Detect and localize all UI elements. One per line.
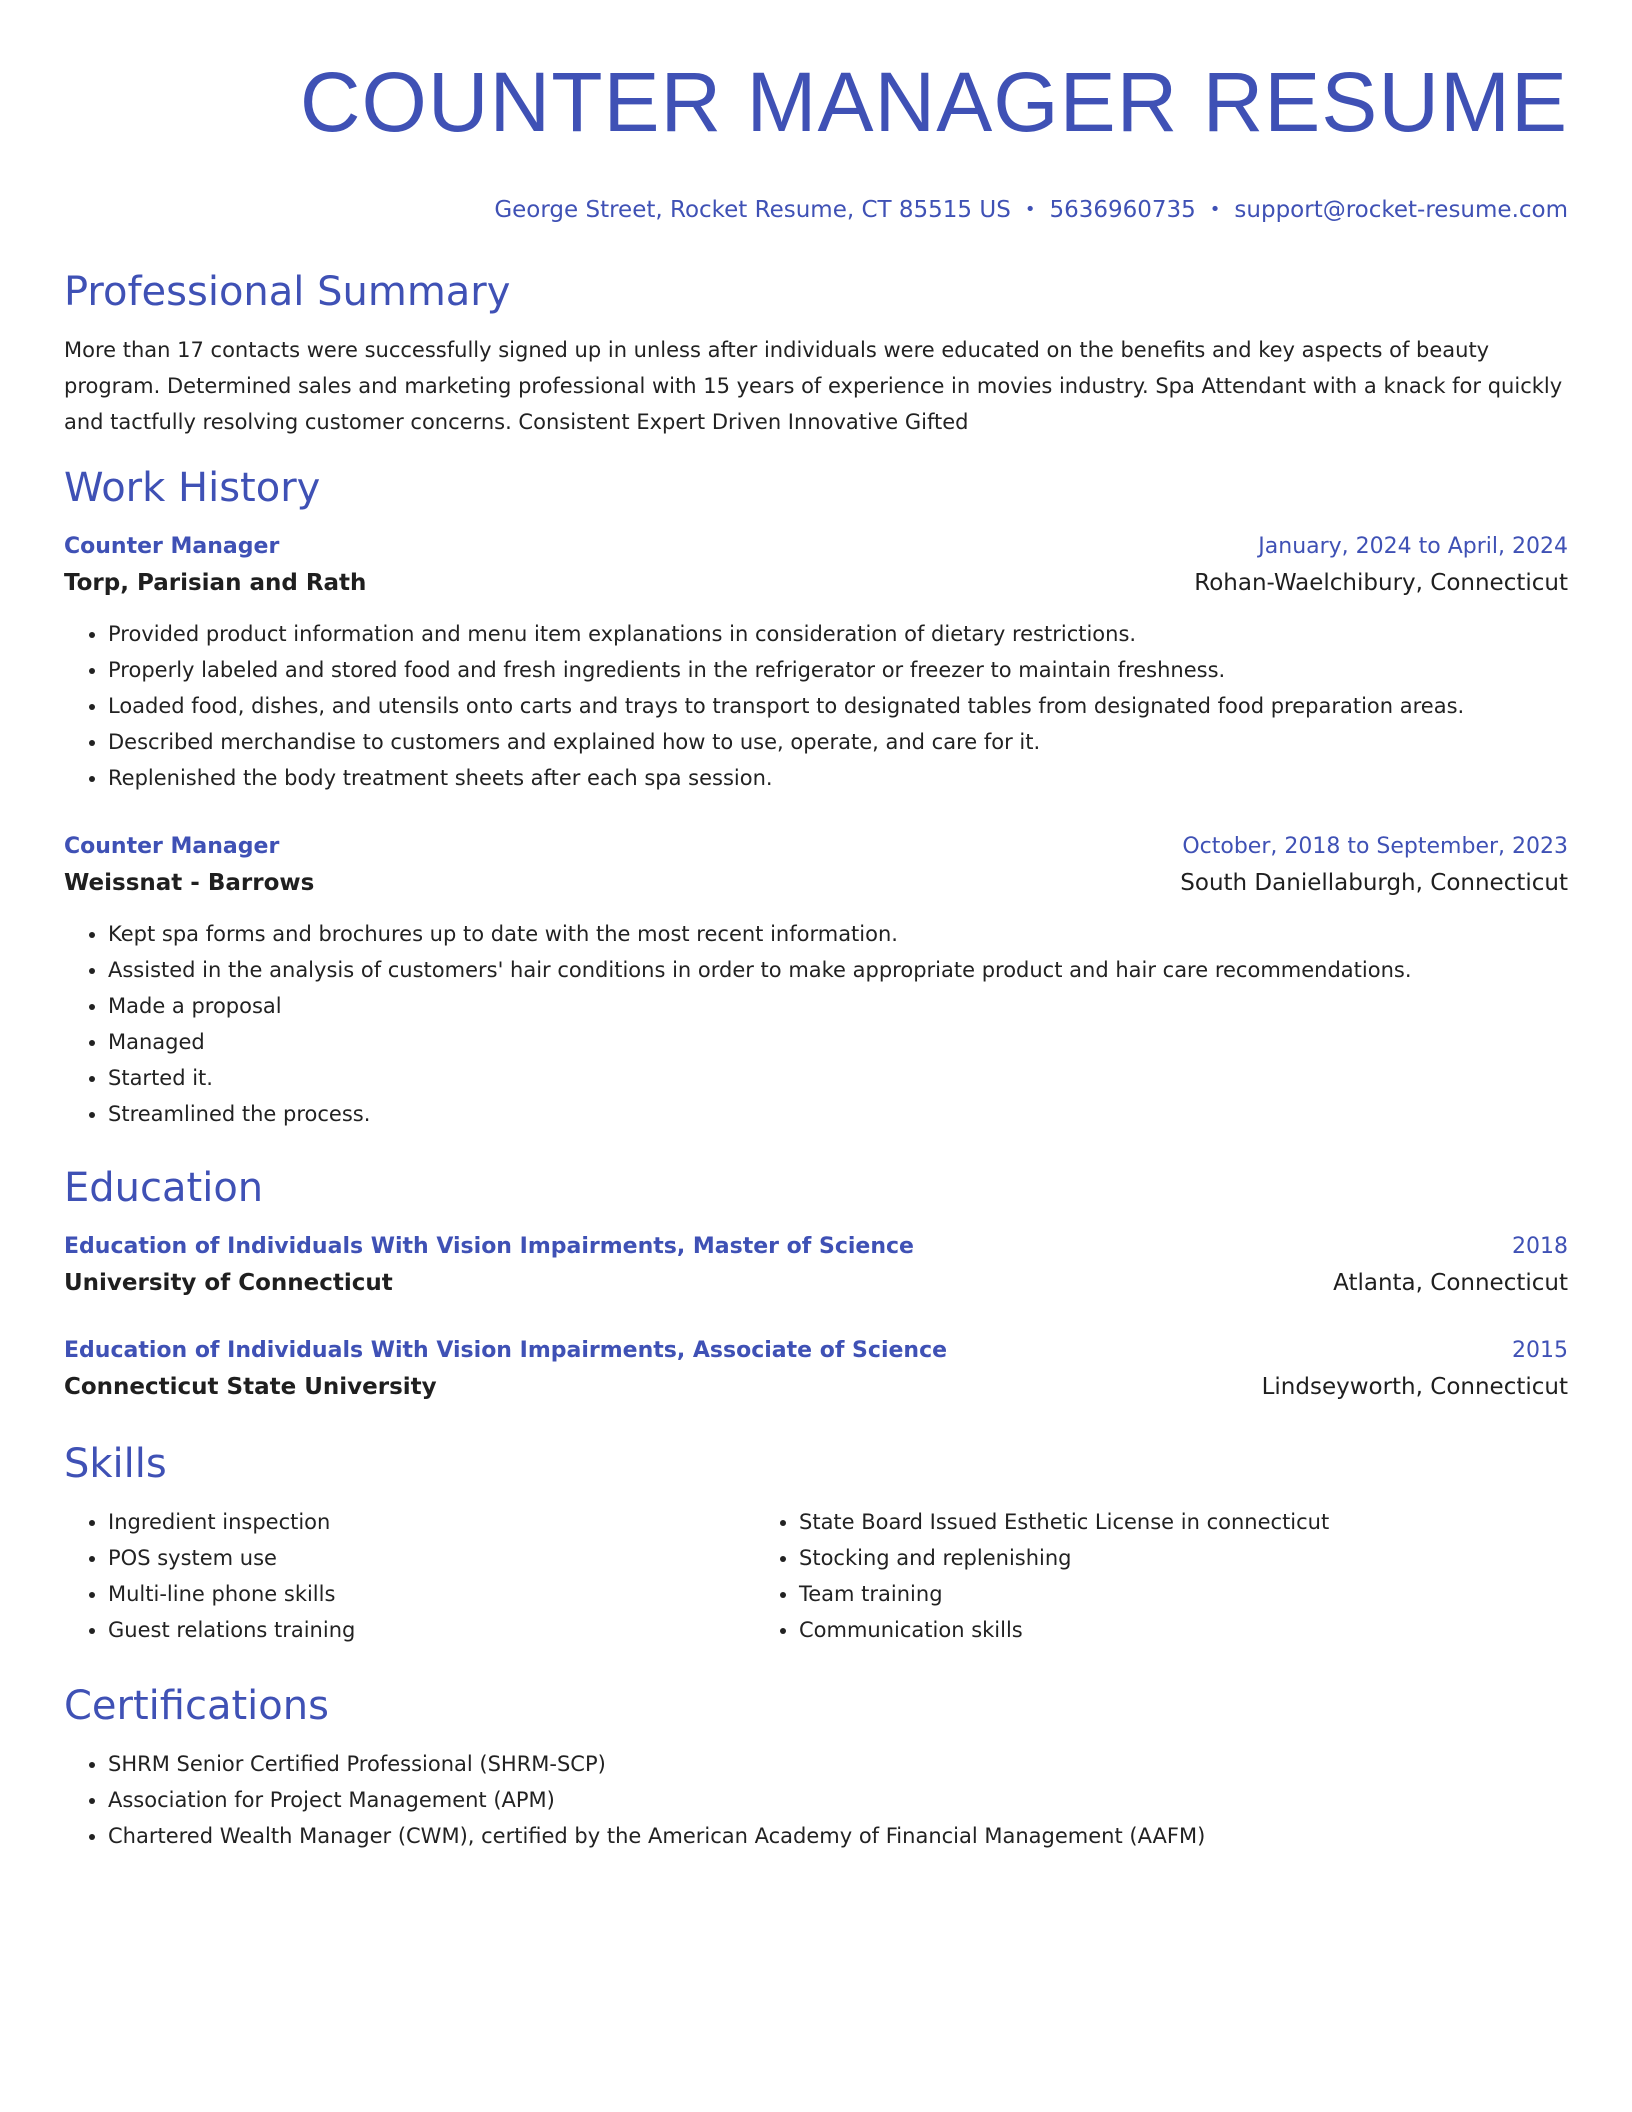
education-location: Lindseyworth, Connecticut: [1261, 1374, 1568, 1400]
education-degree: Education of Individuals With Vision Impairments, Associate of Science: [64, 1338, 948, 1363]
job-dates: October, 2018 to September, 2023: [1182, 834, 1568, 859]
education-school: Connecticut State University: [64, 1374, 437, 1400]
skill-item: • State Board Issued Esthetic License in connecticut: [799, 1504, 1329, 1540]
education-year: 2015: [1512, 1338, 1568, 1363]
skill-item: • Communication skills: [799, 1612, 1329, 1648]
bullet-item: • Replenished the body treatment sheets after each spa session.: [108, 760, 1568, 796]
job-role: Counter Manager: [64, 534, 280, 559]
summary-text: More than 17 contacts were successfully signed up in unless after individuals were educated on the benefits and key aspects of beauty program. Determined sales and marketing professional with 15 years of experience in movies industry. Spa Attendant with a knack for quickly and tactfully resolving customer concerns. Consistent Expert Driven Innovative Gifted: [64, 338, 1563, 434]
job-entry: [64, 830, 1568, 1132]
section-title-skills: Skills: [64, 1441, 167, 1487]
skills-grid: [64, 1504, 1568, 1648]
education-entry: [64, 1334, 1568, 1406]
skills-column-right: [755, 1504, 1329, 1648]
education-entry: [64, 1230, 1568, 1302]
skill-item: • Guest relations training: [108, 1612, 755, 1648]
education-school: University of Connecticut: [64, 1270, 393, 1296]
bullet-item: • Managed: [108, 1024, 1568, 1060]
bullet-item: • Streamlined the process.: [108, 1096, 1568, 1132]
bullet-item: • Described merchandise to customers and explained how to use, operate, and care for it.: [108, 724, 1568, 760]
job-bullets: [64, 916, 1568, 1132]
job-company: Weissnat - Barrows: [64, 870, 315, 896]
skill-item: • Stocking and replenishing: [799, 1540, 1329, 1576]
skill-item: • Team training: [799, 1576, 1329, 1612]
bullet-item: • Assisted in the analysis of customers' hair conditions in order to make appropriate product and hair care recommendations.: [108, 952, 1568, 988]
contact-address: George Street, Rocket Resume, CT 85515 US: [494, 197, 1011, 223]
contact-separator: •: [1024, 199, 1036, 220]
job-location: South Daniellaburgh, Connecticut: [1180, 870, 1568, 896]
section-title-education: Education: [64, 1165, 264, 1211]
job-dates: January, 2024 to April, 2024: [1258, 534, 1568, 559]
certification-item: • Chartered Wealth Manager (CWM), certified by the American Academy of Financial Management (AAFM): [108, 1818, 1568, 1854]
resume-title: COUNTER MANAGER RESUME: [299, 55, 1568, 149]
bullet-item: • Provided product information and menu item explanations in consideration of dietary restrictions.: [108, 616, 1568, 652]
bullet-item: • Loaded food, dishes, and utensils onto carts and trays to transport to designated tables from designated food preparation areas.: [108, 688, 1568, 724]
job-bullets: [64, 616, 1568, 796]
bullet-item: • Kept spa forms and brochures up to date with the most recent information.: [108, 916, 1568, 952]
job-role: Counter Manager: [64, 834, 280, 859]
certification-item: • SHRM Senior Certified Professional (SHRM-SCP): [108, 1746, 1568, 1782]
certification-list: [64, 1746, 1568, 1854]
bullet-item: • Properly labeled and stored food and fresh ingredients in the refrigerator or freezer to maintain freshness.: [108, 652, 1568, 688]
section-title-certifications: Certifications: [64, 1683, 329, 1729]
skill-item: • Multi-line phone skills: [108, 1576, 755, 1612]
skill-item: • POS system use: [108, 1540, 755, 1576]
resume-page: [64, 0, 1568, 1854]
education-location: Atlanta, Connecticut: [1333, 1270, 1568, 1296]
skills-column-left: [64, 1504, 755, 1648]
skill-item: • Ingredient inspection: [108, 1504, 755, 1540]
section-title-summary: Professional Summary: [64, 269, 511, 315]
contact-line: [64, 194, 1568, 226]
education-year: 2018: [1512, 1234, 1568, 1259]
job-company: Torp, Parisian and Rath: [64, 570, 367, 596]
bullet-item: • Started it.: [108, 1060, 1568, 1096]
contact-separator: •: [1209, 199, 1221, 220]
education-degree: Education of Individuals With Vision Impairments, Master of Science: [64, 1234, 914, 1259]
certification-item: • Association for Project Management (APM): [108, 1782, 1568, 1818]
bullet-item: • Made a proposal: [108, 988, 1568, 1024]
contact-phone: 5636960735: [1049, 197, 1196, 223]
job-location: Rohan-Waelchibury, Connecticut: [1194, 570, 1568, 596]
job-entry: [64, 530, 1568, 796]
contact-email[interactable]: support@rocket-resume.com: [1234, 197, 1568, 223]
section-title-work-history: Work History: [64, 465, 321, 511]
